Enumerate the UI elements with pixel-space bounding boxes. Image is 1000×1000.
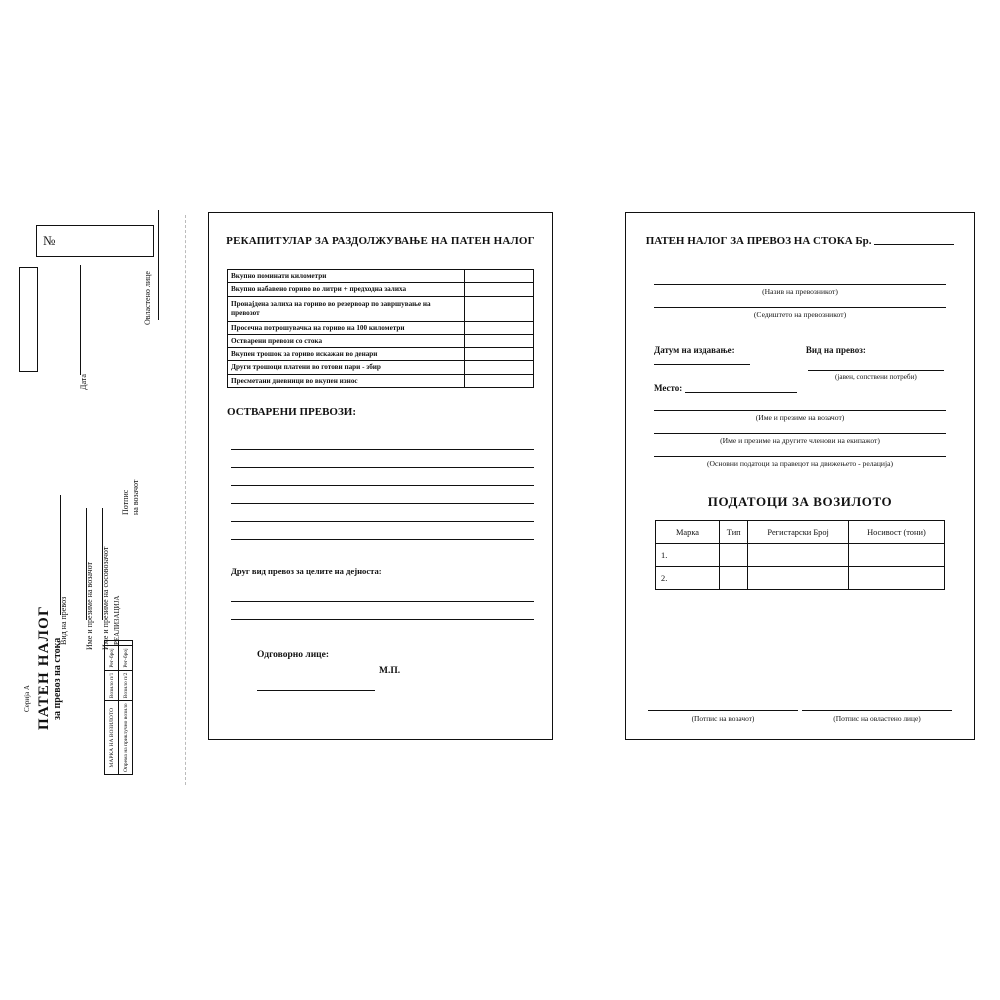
stub-series-label: Серија А — [23, 685, 31, 712]
driver-name-input[interactable] — [654, 409, 946, 411]
vehicle-table — [655, 520, 945, 590]
stub-line-data — [80, 265, 81, 375]
responsible-signature-line[interactable] — [257, 690, 375, 691]
table-row — [656, 567, 945, 590]
issue-right-col — [806, 345, 946, 393]
recap-value[interactable] — [465, 321, 534, 334]
number-box[interactable] — [36, 225, 154, 257]
mini-cell: Рег-број — [105, 646, 119, 670]
vehicle-col-reg: Регистарски Број — [748, 521, 848, 544]
vehicle-row-index: 2. — [656, 567, 720, 590]
table-row — [228, 296, 534, 321]
authorized-signature-line[interactable] — [802, 709, 952, 711]
mini-cell: Возило п/1 — [105, 670, 119, 701]
recap-value[interactable] — [465, 348, 534, 361]
driver-name-caption: (Име и презиме на возачот) — [755, 413, 845, 422]
recap-label: Пронајдена залиха на гориво во резервоар по завршување на превозот — [228, 296, 465, 321]
write-line[interactable] — [231, 504, 534, 522]
perforation-dashed-line — [185, 215, 186, 785]
table-row — [119, 641, 133, 775]
authorized-signature-block — [802, 709, 952, 723]
stub-line-vozac — [86, 508, 87, 620]
stub-line-vid-na-prevoz — [60, 495, 61, 615]
recap-label: Просечна потрошувачка на гориво на 100 километри — [228, 321, 465, 334]
stub-label-ovlasteno-lice: Овластено лице — [143, 271, 152, 325]
recap-value[interactable] — [465, 283, 534, 296]
recap-value[interactable] — [465, 361, 534, 374]
footer-signature-row — [626, 709, 974, 723]
vehicle-cell-reg[interactable] — [748, 544, 848, 567]
driver-signature-line[interactable] — [648, 709, 798, 711]
stub-label-ime-prezime-vozac: Име и презиме на возачот — [85, 561, 94, 650]
mini-cell: Опрема на приклучно возило — [119, 701, 133, 775]
issue-row — [654, 345, 946, 393]
vehicle-col-nosivost: Носивост (тони) — [848, 521, 944, 544]
order-title-text: ПАТЕН НАЛОГ ЗА ПРЕВОЗ НА СТОКА Бр. — [645, 235, 872, 247]
route-caption: (Основни податоци за правецот на движењето - релација) — [707, 459, 893, 468]
recap-sheet — [208, 212, 553, 740]
order-sheet — [625, 212, 975, 740]
write-line[interactable] — [231, 584, 534, 602]
recap-label: Вкупно поминати километри — [228, 270, 465, 283]
number-symbol: № — [43, 233, 56, 248]
recap-value[interactable] — [465, 270, 534, 283]
vehicle-col-tip: Тип — [720, 521, 748, 544]
stub-line-sovozac — [102, 508, 103, 620]
place-field — [654, 383, 806, 393]
table-row — [228, 283, 534, 296]
vehicle-cell-nosivost[interactable] — [848, 567, 944, 590]
recap-label: Пресметани дневници во вкупен износ — [228, 374, 465, 387]
transport-kind-note: (јавен, сопствени потреби) — [835, 373, 917, 381]
transport-kind-label: Вид на превоз: — [805, 345, 866, 355]
table-row — [656, 544, 945, 567]
stub-label-data: Дата — [79, 374, 88, 390]
place-input[interactable] — [685, 392, 797, 393]
issue-date-field — [654, 345, 806, 365]
recap-value[interactable] — [465, 374, 534, 387]
vehicle-col-marka: Марка — [656, 521, 720, 544]
carrier-seat-caption: (Седиштето на превозникот) — [753, 310, 847, 319]
recap-table — [227, 269, 534, 388]
carrier-name-caption: (Назив на превозникот) — [762, 287, 838, 296]
recap-label: Вкупно набавено гориво во литри + предходна залиха — [228, 283, 465, 296]
transport-kind-input[interactable] — [808, 369, 944, 371]
mini-cell: Возило п/2 — [119, 670, 133, 701]
table-row — [228, 361, 534, 374]
stub-title-sub: за превоз на стока — [52, 637, 63, 720]
table-row — [228, 348, 534, 361]
vehicle-section-title: ПОДАТОЦИ ЗА ВОЗИЛОТО — [707, 494, 893, 509]
carrier-name-input[interactable] — [654, 283, 946, 285]
recap-label: Вкупен трошок за гориво искажан во денари — [228, 348, 465, 361]
recap-label: Други трошоци платени во готови пари - збир — [228, 361, 465, 374]
stamp-place-label: М.П. — [379, 665, 401, 676]
stub-label-realizacija: РЕАЛИЗАЦИЈА — [113, 595, 121, 645]
table-row — [228, 334, 534, 347]
crew-names-input[interactable] — [654, 432, 946, 434]
crew-names-caption: (Име и презиме на другите членови на екипажот) — [720, 436, 880, 445]
recap-value[interactable] — [465, 334, 534, 347]
table-row — [228, 321, 534, 334]
stub-tall-box — [19, 267, 38, 372]
recap-label: Остварени превози со стока — [228, 334, 465, 347]
responsible-person-label: Одговорно лице: — [257, 649, 330, 660]
vehicle-cell-tip[interactable] — [720, 544, 748, 567]
vehicle-cell-tip[interactable] — [720, 567, 748, 590]
order-title — [636, 235, 964, 247]
route-input[interactable] — [654, 455, 946, 457]
vehicle-row-index: 1. — [656, 544, 720, 567]
vehicle-cell-nosivost[interactable] — [848, 544, 944, 567]
stub-label-potpis: Потпис — [121, 489, 130, 515]
write-line[interactable] — [231, 450, 534, 468]
realized-transports-heading: ОСТВАРЕНИ ПРЕВОЗИ: — [227, 405, 357, 418]
mini-cell: МАРКА НА ВОЗИЛОТО — [105, 701, 119, 775]
stub-vehicle-mini-table — [104, 648, 162, 775]
mini-cell-blank[interactable] — [119, 641, 133, 646]
recap-table-wrap — [227, 269, 534, 388]
other-transport-lines — [231, 584, 534, 620]
stub-line-ovlasteno-lice — [158, 210, 159, 320]
other-transport-label: Друг вид превоз за целите на дејноста: — [231, 565, 382, 576]
table-row — [228, 270, 534, 283]
stub-label-vid-na-prevoz: Вид на превоз — [59, 596, 68, 645]
recap-value[interactable] — [465, 296, 534, 321]
table-row — [105, 641, 119, 775]
mini-cell-blank[interactable] — [105, 641, 119, 646]
carrier-seat-input[interactable] — [654, 306, 946, 308]
driver-signature-block — [648, 709, 798, 723]
table-header-row — [656, 521, 945, 544]
order-number-input[interactable] — [874, 244, 954, 245]
stub-label-na-vozacot: на возачот — [131, 479, 140, 515]
authorized-signature-caption: (Потпис на овластено лице) — [833, 714, 921, 723]
vehicle-cell-reg[interactable] — [748, 567, 848, 590]
stub-title-main: ПАТЕН НАЛОГ — [36, 605, 52, 730]
write-line[interactable] — [231, 486, 534, 504]
write-line[interactable] — [231, 468, 534, 486]
realized-transports-lines — [231, 432, 534, 540]
stub-panel — [18, 215, 178, 772]
issue-date-label: Датум на издавање: — [654, 345, 735, 355]
driver-signature-caption: (Потпис на возачот) — [691, 714, 755, 723]
stub-label-ime-prezime-sovozac: Име и презиме на сосовозачот — [101, 546, 110, 650]
place-label: Место: — [654, 383, 683, 393]
table-row — [228, 374, 534, 387]
write-line[interactable] — [231, 432, 534, 450]
mini-cell: Рег-број — [119, 646, 133, 670]
write-line[interactable] — [231, 602, 534, 620]
recap-title: РЕКАПИТУЛАР ЗА РАЗДОЛЖУВАЊЕ НА ПАТЕН НАЛОГ — [226, 235, 535, 247]
issue-left-col — [654, 345, 806, 393]
issue-date-input[interactable] — [654, 364, 750, 365]
write-line[interactable] — [231, 522, 534, 540]
